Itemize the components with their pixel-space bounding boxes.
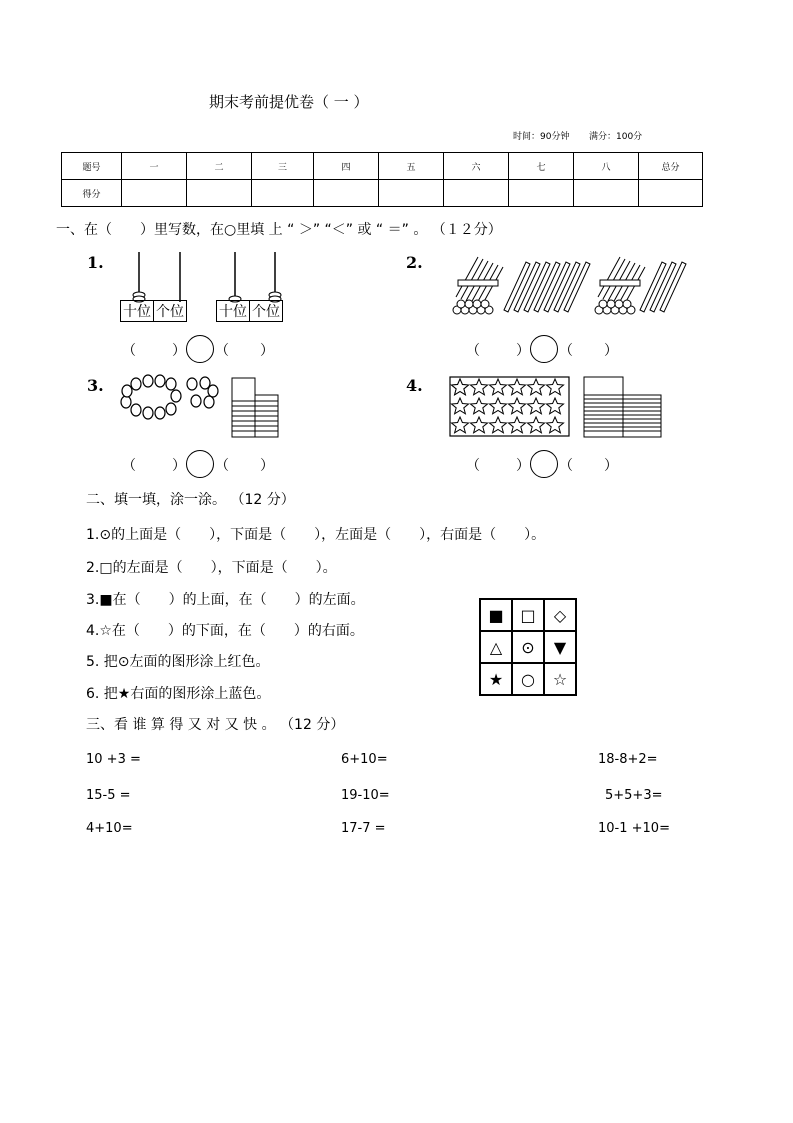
sticks-figure	[448, 252, 688, 320]
score-input-cell[interactable]	[509, 180, 574, 207]
table-cell: 七	[509, 153, 574, 180]
compare-circle[interactable]	[530, 450, 558, 478]
score-table-score-row	[62, 180, 703, 207]
answer-blank[interactable]	[577, 340, 607, 360]
shape-cell[interactable]: ■	[480, 599, 512, 631]
paren-open: （	[466, 458, 480, 474]
question-item: 5. 把⊙左面的图形涂上红色。	[86, 654, 270, 670]
shape-grid	[479, 598, 577, 696]
paren-close: ）	[172, 458, 186, 474]
table-cell: 一	[122, 153, 187, 180]
answer-blank[interactable]	[140, 455, 174, 475]
calc-problem: 4+10=	[86, 821, 133, 836]
shape-cell[interactable]: ○	[512, 663, 544, 695]
paren-close: ）	[260, 458, 274, 474]
question-item: 6. 把★右面的图形涂上蓝色。	[86, 686, 271, 702]
shape-cell[interactable]: □	[512, 599, 544, 631]
question-number: 2.	[406, 253, 423, 272]
answer-blank[interactable]	[577, 455, 607, 475]
paren-open: （	[215, 343, 229, 359]
shape-cell[interactable]: ▼	[544, 631, 576, 663]
score-input-cell[interactable]	[187, 180, 252, 207]
place-value-label-box	[120, 300, 187, 322]
ones-label: 个位	[252, 304, 280, 320]
table-cell: 总分	[639, 153, 703, 180]
place-value-label-box	[216, 300, 283, 322]
section2-title: 二、填一填，涂一涂。 （12 分）	[86, 492, 295, 508]
answer-blank[interactable]	[484, 455, 518, 475]
question-item: 3.■在（ ）的上面，在（ ）的左面。	[86, 592, 365, 608]
question-item: 4.☆在（ ）的下面，在（ ）的右面。	[86, 623, 364, 639]
paren-close: ）	[604, 343, 618, 359]
answer-blank[interactable]	[233, 340, 263, 360]
paren-open: （	[122, 343, 136, 359]
question-number: 3.	[87, 376, 104, 395]
compare-circle[interactable]	[186, 335, 214, 363]
answer-blank[interactable]	[233, 455, 263, 475]
score-input-cell[interactable]	[639, 180, 703, 207]
stars-blocks-figure	[450, 376, 690, 438]
calc-problem: 10 +3 =	[86, 752, 141, 767]
stick-bundle	[595, 257, 645, 314]
answer-blank[interactable]	[140, 340, 174, 360]
paren-open: （	[559, 343, 573, 359]
stick-bundle	[453, 257, 503, 314]
table-cell: 五	[379, 153, 444, 180]
table-cell: 题号	[62, 153, 122, 180]
calc-problem: 19-10=	[341, 788, 390, 803]
score-table-header-row	[62, 153, 703, 180]
calc-problem: 18-8+2=	[598, 752, 658, 767]
paren-close: ）	[172, 343, 186, 359]
section1-title: 一、在（ ）里写数，在○里填 上 “ ＞” “＜” 或 “ ＝” 。 （１２分）	[56, 222, 502, 238]
score-input-cell[interactable]	[314, 180, 379, 207]
calc-problem: 17-7 =	[341, 821, 386, 836]
shape-cell[interactable]: ★	[480, 663, 512, 695]
paren-close: ）	[260, 343, 274, 359]
answer-blank[interactable]	[484, 340, 518, 360]
paren-close: ）	[516, 343, 530, 359]
question-number: 4.	[406, 376, 423, 395]
paren-close: ）	[516, 458, 530, 474]
table-cell: 三	[252, 153, 314, 180]
compare-circle[interactable]	[186, 450, 214, 478]
tens-label: 十位	[217, 301, 250, 321]
question-item: 2.□的左面是（ ），下面是（ ）。	[86, 560, 337, 576]
calc-problem: 6+10=	[341, 752, 388, 767]
shape-cell[interactable]: △	[480, 631, 512, 663]
table-cell: 二	[187, 153, 252, 180]
calc-problem: 5+5+3=	[605, 788, 663, 803]
section3-title: 三、看 谁 算 得 又 对 又 快 。 （12 分）	[86, 717, 345, 733]
score-table	[61, 152, 703, 207]
paren-open: （	[466, 343, 480, 359]
table-cell: 四	[314, 153, 379, 180]
score-input-cell[interactable]	[379, 180, 444, 207]
shape-cell[interactable]: ⊙	[512, 631, 544, 663]
beads-blocks-figure	[118, 374, 288, 438]
score-input-cell[interactable]	[444, 180, 509, 207]
question-number: 1.	[87, 253, 104, 272]
compare-circle[interactable]	[530, 335, 558, 363]
table-cell: 得分	[62, 180, 122, 207]
score-input-cell[interactable]	[574, 180, 639, 207]
paren-open: （	[559, 458, 573, 474]
single-sticks	[640, 262, 686, 312]
score-input-cell[interactable]	[252, 180, 314, 207]
single-sticks	[504, 262, 590, 312]
page-title: 期末考前提优卷（ 一 ）	[209, 93, 369, 111]
time-limit: 时间：90分钟	[513, 132, 570, 142]
score-input-cell[interactable]	[122, 180, 187, 207]
tens-label: 十位	[121, 301, 154, 321]
shape-cell[interactable]: ◇	[544, 599, 576, 631]
question-item: 1.⊙的上面是（ ），下面是（ ），左面是（ ），右面是（ ）。	[86, 527, 546, 543]
calc-problem: 15-5 =	[86, 788, 131, 803]
paren-close: ）	[604, 458, 618, 474]
calc-problem: 10-1 +10=	[598, 821, 670, 836]
shape-cell[interactable]: ☆	[544, 663, 576, 695]
table-cell: 八	[574, 153, 639, 180]
ones-label: 个位	[156, 304, 184, 320]
full-score: 满分：100分	[589, 132, 643, 142]
paren-open: （	[215, 458, 229, 474]
table-cell: 六	[444, 153, 509, 180]
paren-open: （	[122, 458, 136, 474]
